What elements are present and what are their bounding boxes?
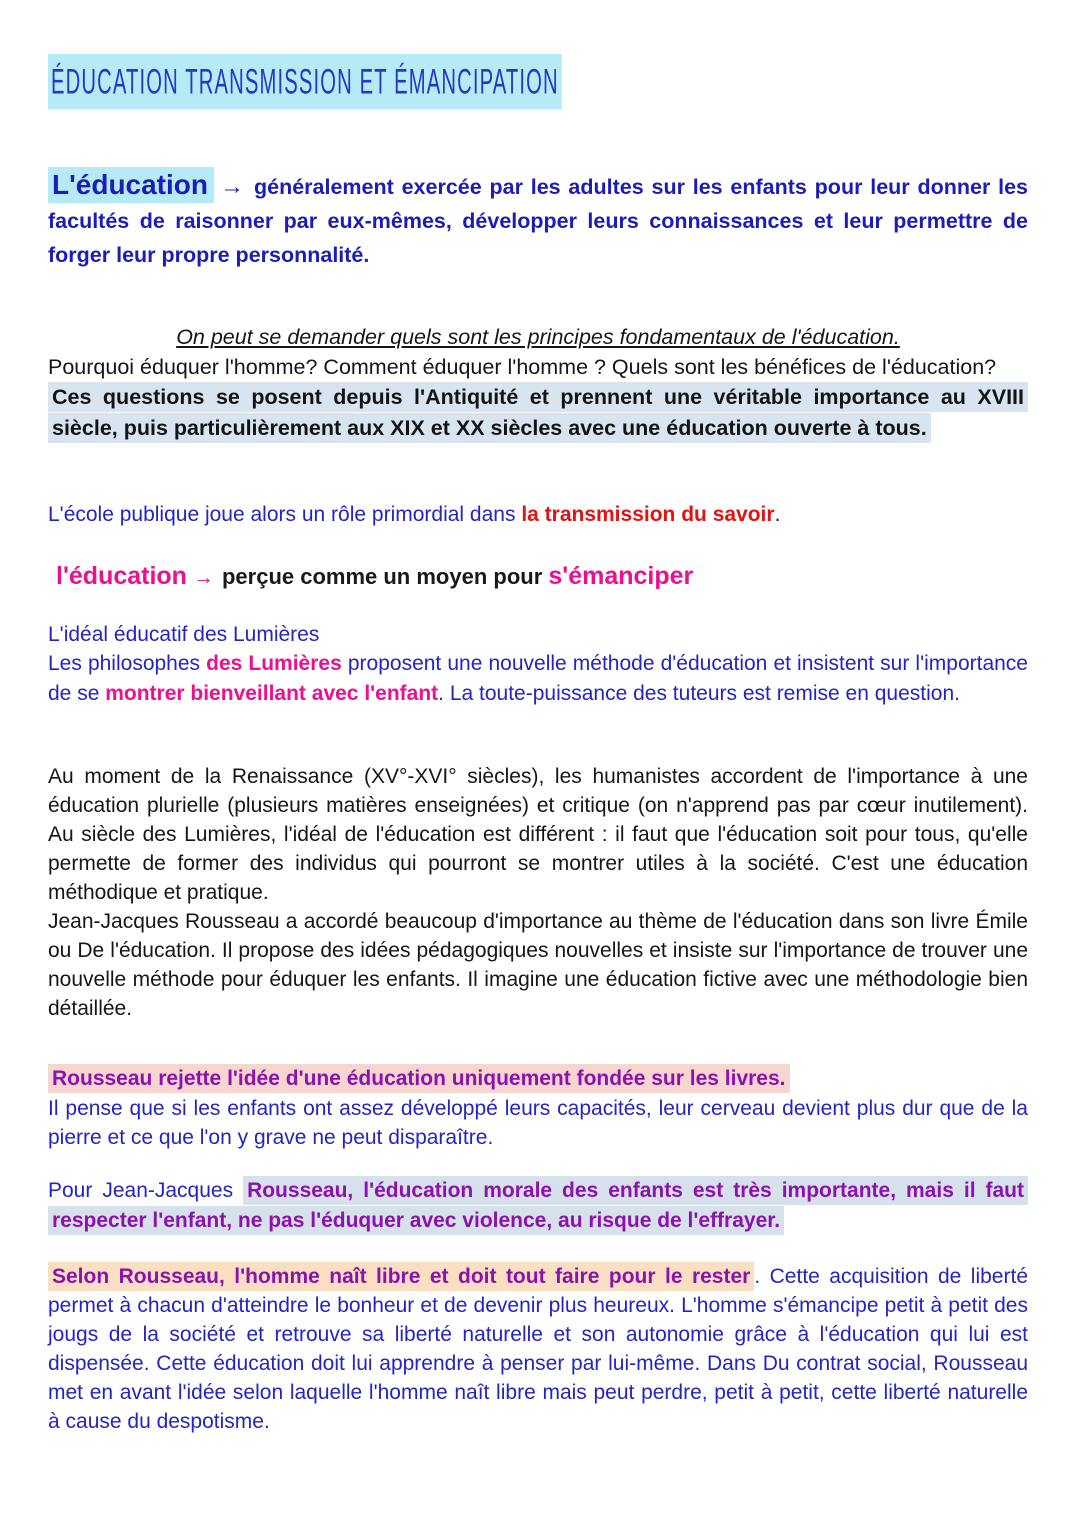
lumieres-text-1: Les philosophes bbox=[48, 652, 207, 675]
arrow-right-icon: → bbox=[192, 566, 214, 589]
liberte-body: . Cette acquisition de liberté permet à chacun d'atteindre le bonheur et de devenir plus heureux. L'homme s'émancipe petit à petit des jougs de la société et retrouve sa liberté naturelle et son autonomie grâce à l'éducation qui lui est dispensée. Cette éducation doit lui apprendre à penser par lui-même. Dans Du contrat social, Rousseau met en avant l'idée selon laquelle l'homme naît libre mais peut perdre, petit à petit, cette liberté naturelle à cause du despotisme. bbox=[48, 1265, 1028, 1433]
morale-intro: Pour Jean-Jacques bbox=[48, 1179, 244, 1202]
morale-highlight: Rousseau, l'éducation morale des enfants est très importante, mais il faut respecter l'enfant, ne pas l'éduquer avec violence, au risque de l'effrayer. bbox=[48, 1176, 1028, 1235]
arrow-right-icon: → bbox=[220, 173, 244, 200]
school-period: . bbox=[774, 503, 781, 526]
definition-body: généralement exercée par les adultes sur les enfants pour leur donner les facultés de raisonner par eux-mêmes, développer leurs connaissances et leur permettre de forger leur propre personnalité. bbox=[48, 175, 1028, 267]
history-paragraph-renaissance: Au moment de la Renaissance (XV°-XVI° siècles), les humanistes accordent de l'importance à une éducation plurielle (plusieurs matières enseignées) et critique (on n'apprend pas par cœur inutilement). Au siècle des Lumières, l'idéal de l'éducation est différent : il faut que l'éducation soit pour tous, qu'elle permette de former des individus qui pourront se montrer utiles à la société. C'est une éducation méthodique et pratique. bbox=[48, 765, 1028, 904]
problem-question-text: On peut se demander quels sont les principes fondamentaux de l'éducation. bbox=[176, 325, 900, 349]
lumieres-paragraph bbox=[48, 649, 1028, 708]
history-paragraph-rousseau: Jean-Jacques Rousseau a accordé beaucoup d'importance au thème de l'éducation dans son livre Émile ou De l'éducation. Il propose des idées pédagogiques nouvelles et insiste sur l'importance de trouver une nouvelle méthode pour éduquer les enfants. Il imagine une éducation fictive avec une méthodologie bien détaillée. bbox=[48, 910, 1028, 1020]
sub-questions-line: Pourquoi éduquer l'homme? Comment éduquer l'homme ? Quels sont les bénéfices de l'éducation? bbox=[48, 355, 997, 379]
page-title-highlight: ÉDUCATION TRANSMISSION ET ÉMANCIPATION bbox=[48, 54, 562, 109]
lumieres-emphasis-2: montrer bienveillant avec l'enfant bbox=[105, 681, 439, 705]
definition-lead: L'éducation bbox=[48, 167, 214, 203]
lumieres-heading: L'idéal éducatif des Lumières bbox=[48, 623, 320, 646]
school-line bbox=[48, 500, 1028, 530]
lumieres-text-3: . La toute-puissance des tuteurs est remise en question. bbox=[438, 681, 960, 705]
definition-paragraph bbox=[48, 168, 1028, 272]
problem-question bbox=[48, 322, 1028, 352]
liberte-paragraph bbox=[48, 1262, 1028, 1436]
lumieres-emphasis-1: des Lumières bbox=[206, 652, 342, 675]
rejection-heading bbox=[48, 1063, 1028, 1094]
context-highlight: Ces questions se posent depuis l'Antiquité et prennent une véritable importance au XVIII siècle, puis particulièrement aux XIX et XX siècles avec une éducation ouverte à tous. bbox=[48, 382, 1028, 443]
morale-paragraph bbox=[48, 1176, 1028, 1236]
emancipation-emphasis: s'émanciper bbox=[548, 562, 694, 590]
school-emphasis: la transmission du savoir bbox=[521, 503, 775, 526]
liberte-highlight: Selon Rousseau, l'homme naît libre et doit tout faire pour le rester bbox=[48, 1262, 754, 1291]
lumieres-text-2: proposent une nouvelle méthode d'éducation et insistent sur l'importance de se bbox=[48, 652, 1028, 705]
emancipation-middle: perçue comme un moyen pour bbox=[221, 564, 549, 589]
page-title bbox=[48, 54, 1028, 102]
emancipation-lead: l'éducation bbox=[56, 562, 187, 590]
emancipation-line bbox=[48, 556, 1028, 598]
rejection-highlight: Rousseau rejette l'idée d'une éducation uniquement fondée sur les livres. bbox=[48, 1064, 790, 1093]
school-text: L'école publique joue alors un rôle primordial dans bbox=[48, 503, 522, 526]
rejection-body: Il pense que si les enfants ont assez développé leurs capacités, leur cerveau devient plus dur que de la pierre et ce que l'on y grave ne peut disparaître. bbox=[48, 1097, 1028, 1149]
context-paragraph bbox=[48, 382, 1028, 444]
